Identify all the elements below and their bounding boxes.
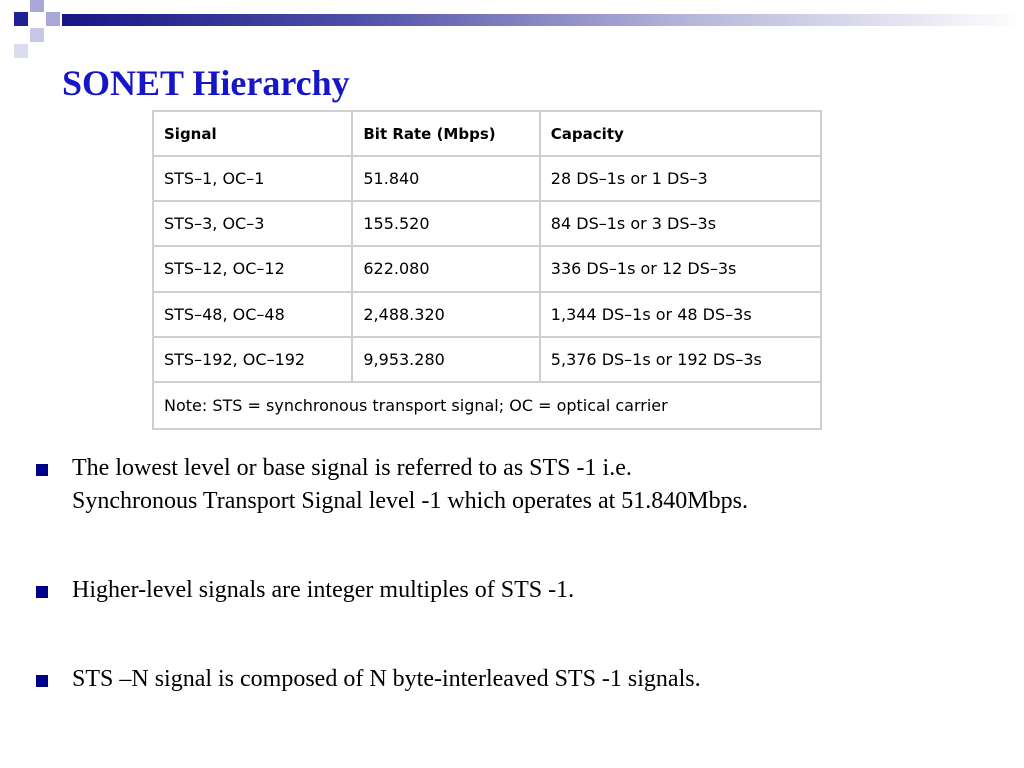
corner-square-pale (14, 44, 28, 58)
table-row (154, 202, 822, 247)
header-gradient-bar (62, 14, 1024, 26)
corner-square-pale (30, 28, 44, 42)
bullet-text: The lowest level or base signal is referred to as STS -1 i.e. (72, 455, 632, 481)
table-row (154, 293, 822, 338)
bullet-item (34, 452, 994, 518)
square-bullet-icon (36, 464, 48, 476)
cell-bit-rate: 155.520 (353, 202, 540, 247)
bullet-list (34, 452, 994, 696)
cell-bit-rate: 2,488.320 (353, 293, 540, 338)
table-header-row (154, 112, 822, 157)
sonet-hierarchy-table (154, 112, 822, 430)
table-note: Note: STS = synchronous transport signal; OC = optical carrier (154, 383, 822, 430)
cell-capacity: 1,344 DS–1s or 48 DS–3s (541, 293, 822, 338)
cell-signal: STS–3, OC–3 (154, 202, 353, 247)
square-bullet-icon (36, 586, 48, 598)
cell-bit-rate: 9,953.280 (353, 338, 540, 383)
sonet-table (152, 110, 822, 430)
corner-square-dark (14, 12, 28, 26)
header-capacity: Capacity (541, 112, 822, 157)
cell-bit-rate: 51.840 (353, 157, 540, 202)
cell-bit-rate: 622.080 (353, 247, 540, 292)
square-bullet-icon (36, 675, 48, 687)
bullet-text: Higher-level signals are integer multiples of STS -1. (72, 577, 575, 603)
cell-signal: STS–192, OC–192 (154, 338, 353, 383)
bullet-item (34, 663, 994, 696)
cell-capacity: 28 DS–1s or 1 DS–3 (541, 157, 822, 202)
bullet-item (34, 574, 994, 607)
header-signal: Signal (154, 112, 353, 157)
cell-signal: STS–12, OC–12 (154, 247, 353, 292)
cell-capacity: 5,376 DS–1s or 192 DS–3s (541, 338, 822, 383)
bullet-text: STS –N signal is composed of N byte-interleaved STS -1 signals. (72, 666, 701, 692)
cell-signal: STS–1, OC–1 (154, 157, 353, 202)
table-row (154, 247, 822, 292)
table-note-row (154, 383, 822, 430)
table-row (154, 338, 822, 383)
slide-title: SONET Hierarchy (62, 63, 350, 103)
table-row (154, 157, 822, 202)
bullet-text-continued: Synchronous Transport Signal level -1 which operates at 51.840Mbps. (72, 488, 748, 514)
corner-square-light (30, 0, 44, 12)
cell-capacity: 84 DS–1s or 3 DS–3s (541, 202, 822, 247)
corner-square-light (46, 12, 60, 26)
header-bit-rate: Bit Rate (Mbps) (353, 112, 540, 157)
cell-signal: STS–48, OC–48 (154, 293, 353, 338)
cell-capacity: 336 DS–1s or 12 DS–3s (541, 247, 822, 292)
